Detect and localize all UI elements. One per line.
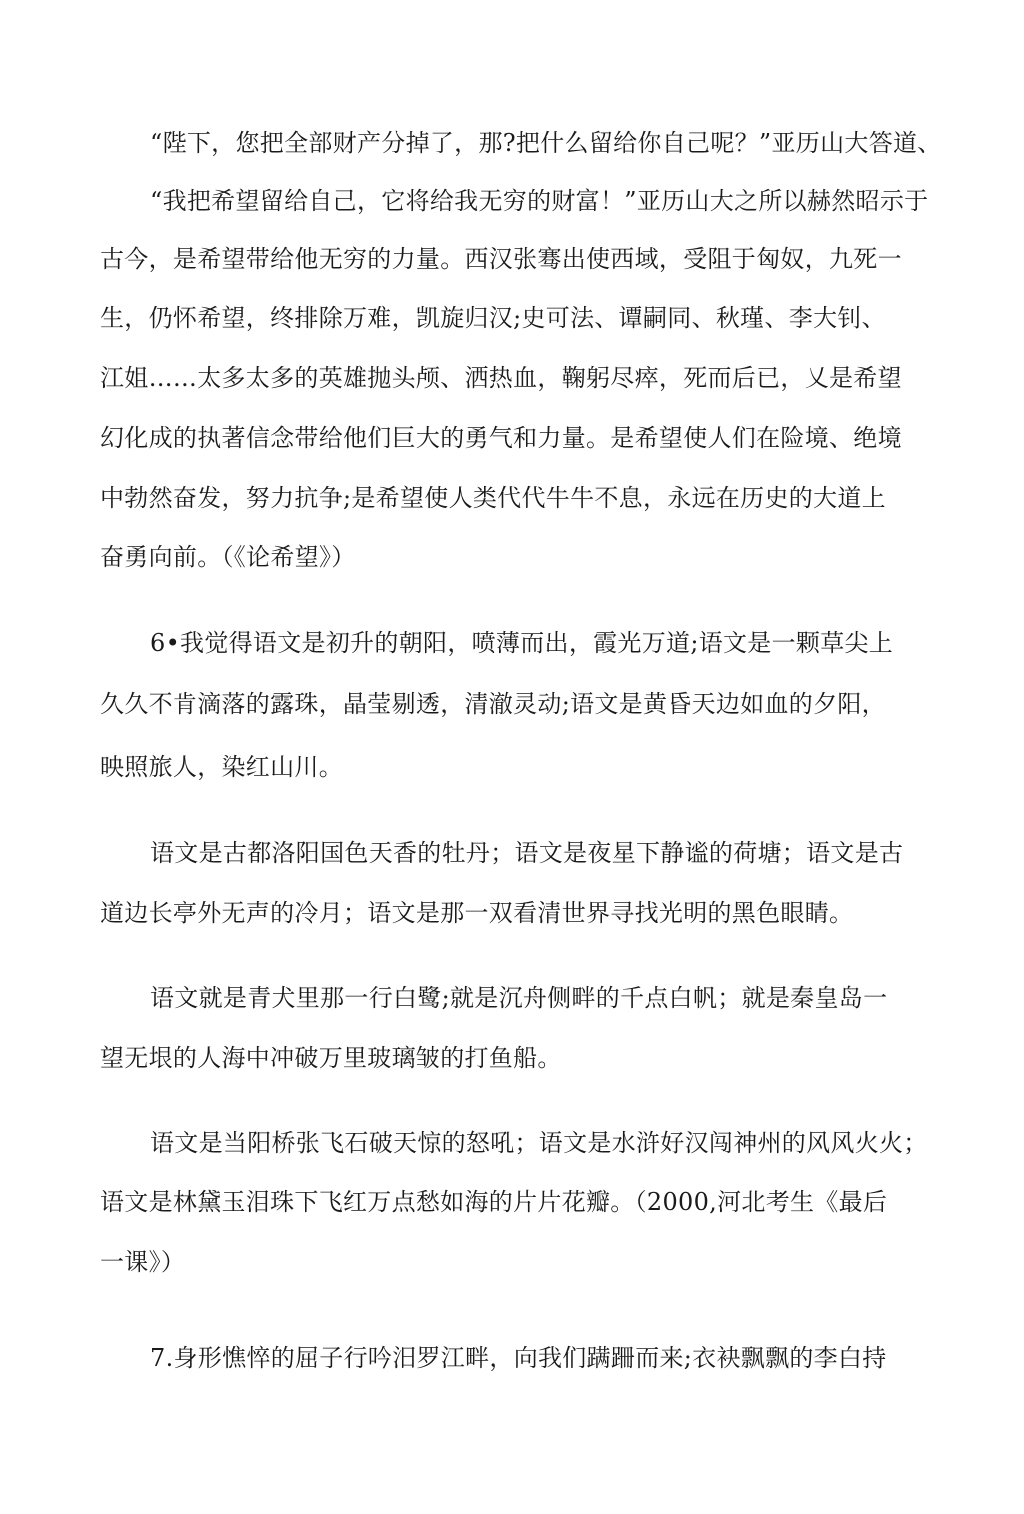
text-line: 7.身形憔悴的屈子行吟汨罗江畔，向我们蹒跚而来;衣袂飘飘的李白持 (150, 1344, 887, 1372)
text-line: 奋勇向前。（《论希望》） (100, 543, 356, 571)
text-line: 语文是林黛玉泪珠下飞红万点愁如海的片片花瓣。（2000,河北考生《最后 (100, 1188, 888, 1216)
text-line: 语文是古都洛阳国色天香的牡丹；语文是夜星下静谧的荷塘；语文是古 (150, 839, 904, 867)
text-line: 江姐……太多太多的英雄抛头颅、洒热血，鞠躬尽瘁，死而后已，乂是希望 (100, 364, 902, 392)
text-line: 道边长亭外无声的冷月；语文是那一双看清世界寻找光明的黑色眼睛。 (100, 899, 854, 927)
text-line: 6•我觉得语文是初升的朝阳，喷薄而出，霞光万道;语文是一颗草尖上 (150, 629, 894, 657)
text-line: 古今，是希望带给他无穷的力量。西汉张骞出使西域，受阻于匈奴，九死一 (100, 245, 902, 273)
text-line: 语文是当阳桥张飞石破天惊的怒吼；语文是水浒好汉闯神州的风风火火； (150, 1129, 928, 1157)
text-line: 中勃然奋发，努力抗争;是希望使人类代代牛牛不息，永远在历史的大道上 (100, 484, 886, 512)
text-line: 幻化成的执著信念带给他们巨大的勇气和力量。是希望使人们在险境、绝境 (100, 424, 902, 452)
text-line: 语文就是青犬里那一行白鹭;就是沉舟侧畔的千点白帆；就是秦皇岛一 (150, 984, 888, 1012)
text-line: 望无垠的人海中冲破万里玻璃皱的打鱼船。 (100, 1044, 562, 1072)
text-line: “我把希望留给自己，它将给我无穷的财富！”亚历山大之所以赫然昭示于 (150, 187, 929, 215)
text-line: 映照旅人，染红山川。 (100, 753, 343, 781)
text-line: 生，仍怀希望，终排除万难，凯旋归汉;史可法、谭嗣同、秋瑾、李大钊、 (100, 304, 886, 332)
text-line: 久久不肯滴落的露珠，晶莹剔透，清澈灵动;语文是黄昏天边如血的夕阳， (100, 690, 886, 718)
text-line: 一课》） (100, 1248, 186, 1276)
text-line: “陛下，您把全部财产分掉了，那?把什么留给你自己呢？”亚历山大答道、 (150, 129, 942, 157)
